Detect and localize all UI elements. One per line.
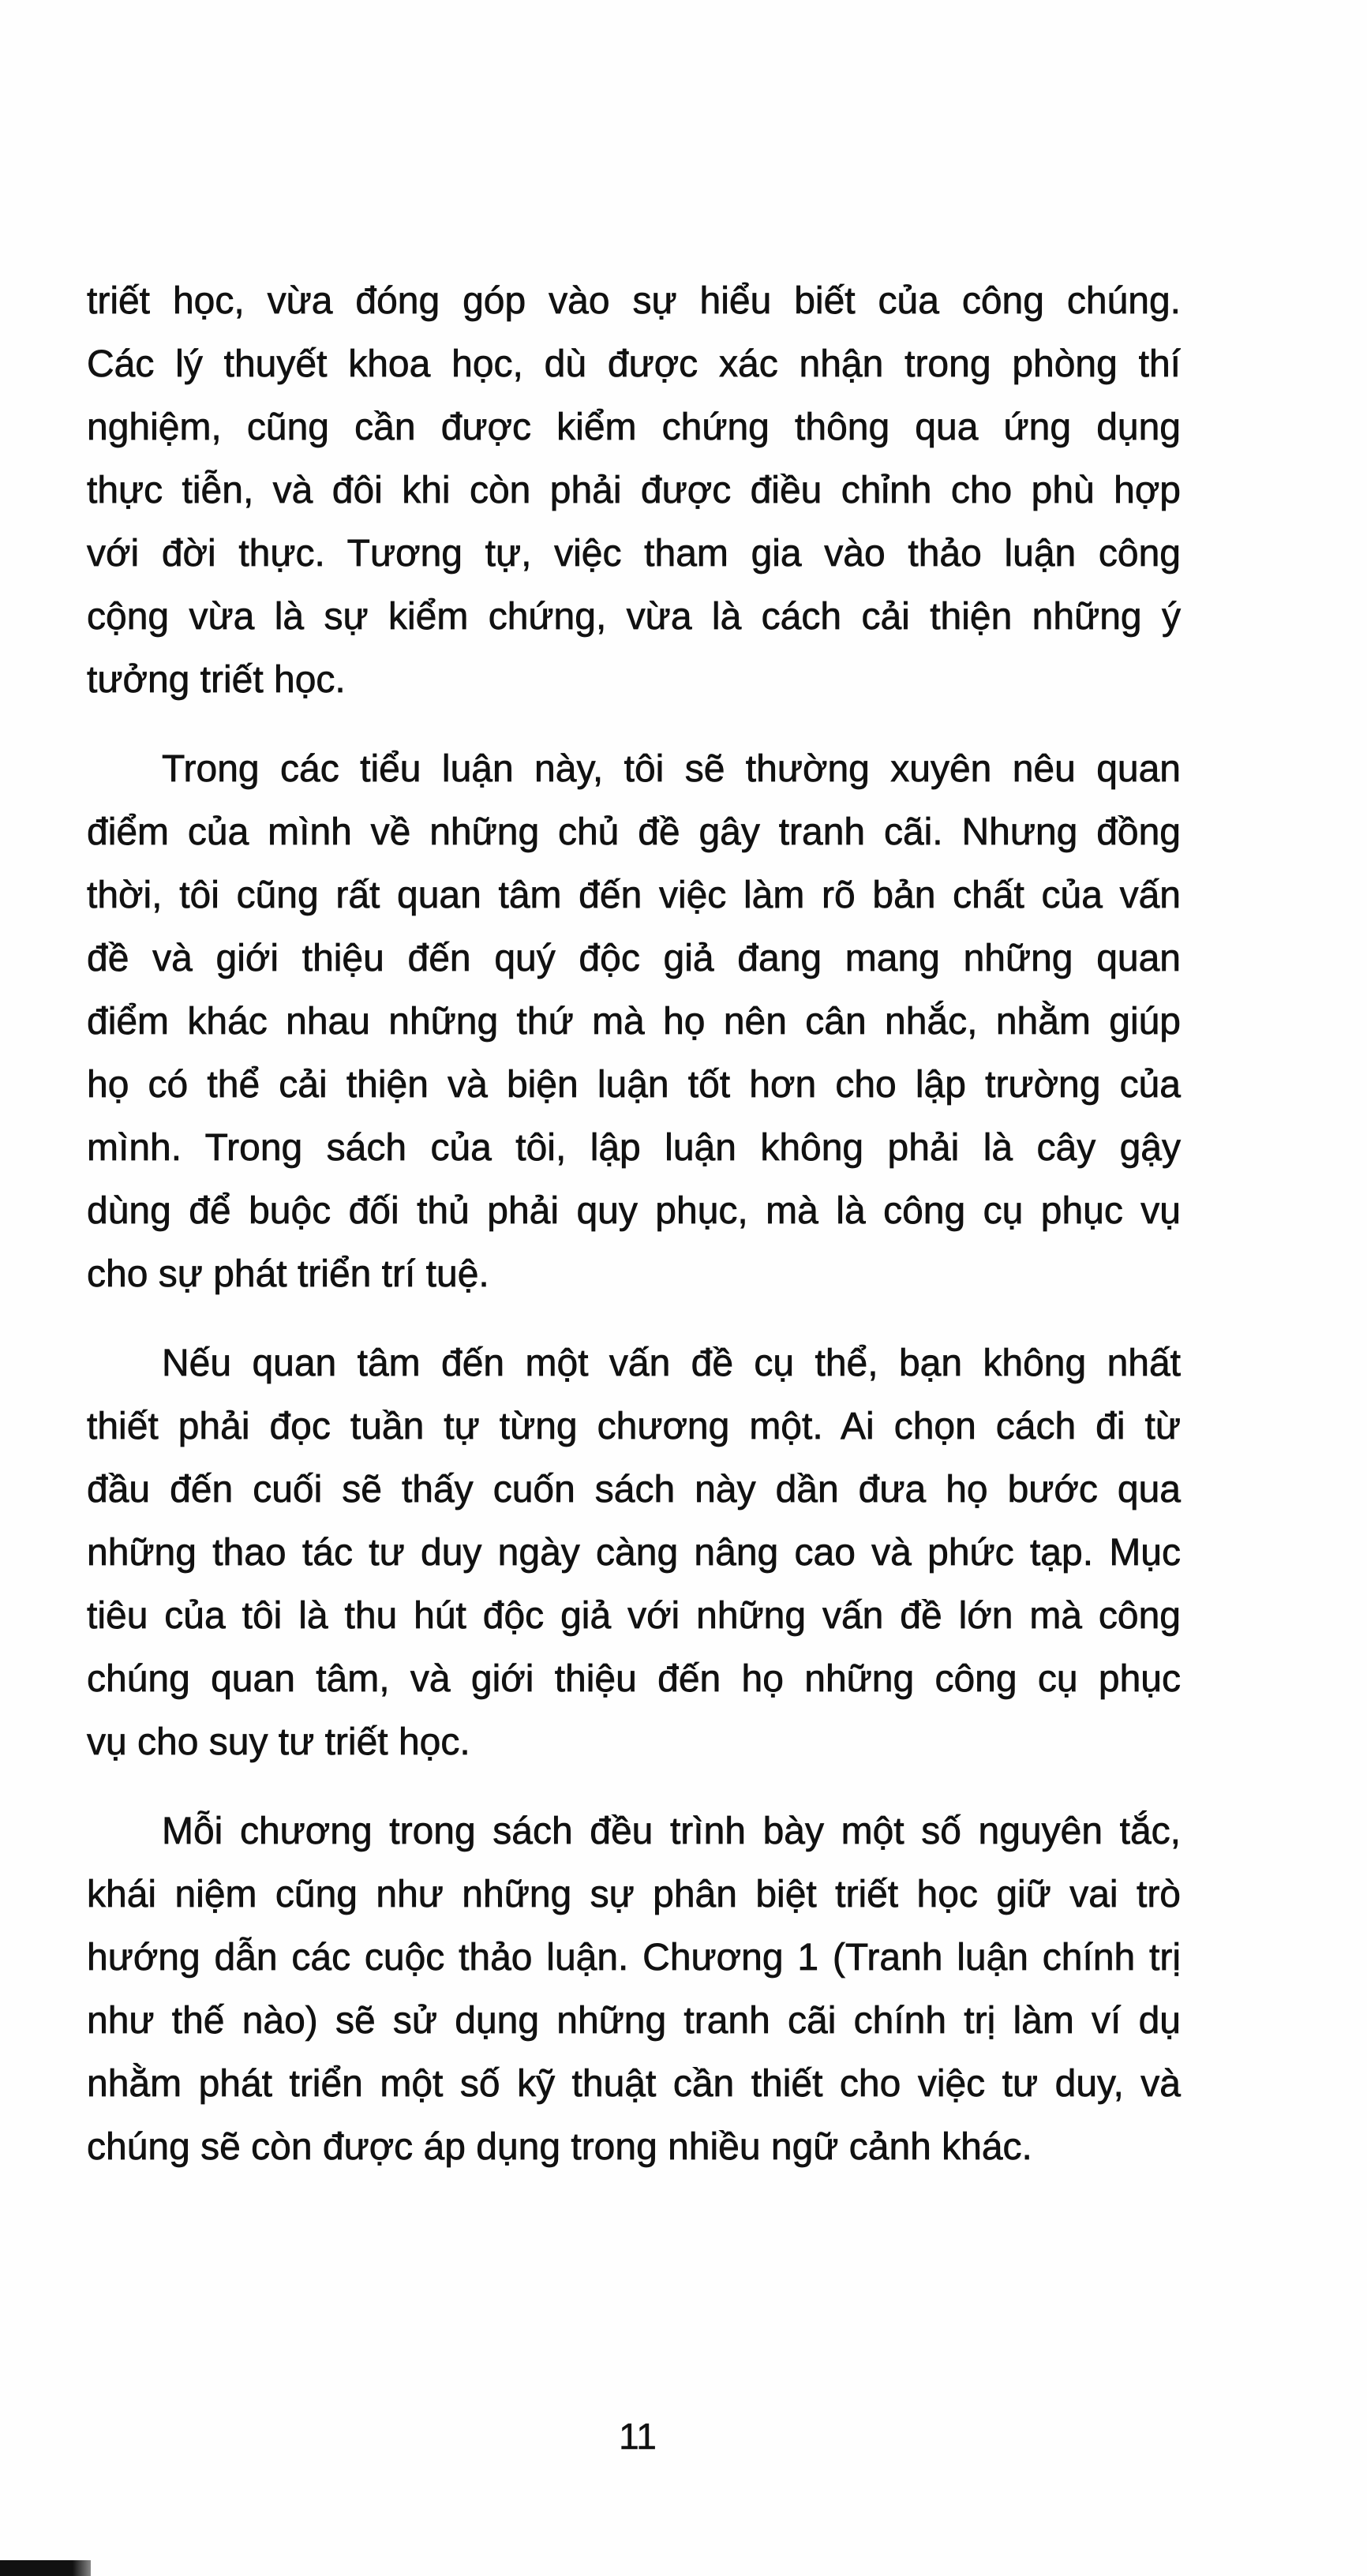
paragraph [87, 1332, 1181, 1774]
text-line: triết học, vừa đóng góp vào sự hiểu biết của công chúng. [87, 280, 1181, 322]
text-line: tưởng triết học. [87, 659, 346, 701]
text-line: như thế nào) sẽ sử dụng những tranh cãi chính trị làm ví dụ [87, 2000, 1181, 2042]
text-line: cộng vừa là sự kiểm chứng, vừa là cách cải thiện những ý [87, 596, 1181, 638]
text-line: điểm khác nhau những thứ mà họ nên cân nhắc, nhằm giúp [87, 1001, 1181, 1043]
paragraph [87, 270, 1181, 712]
text-line: khái niệm cũng như những sự phân biệt triết học giữ vai trò [87, 1874, 1181, 1915]
page-number: 11 [619, 2416, 657, 2457]
text-line: thời, tôi cũng rất quan tâm đến việc làm rõ bản chất của vấn [87, 874, 1181, 916]
paragraph [87, 1800, 1181, 2179]
text-line: Trong các tiểu luận này, tôi sẽ thường xuyên nêu quan [162, 748, 1181, 790]
text-line: hướng dẫn các cuộc thảo luận. Chương 1 (Tranh luận chính trị [87, 1937, 1181, 1979]
text-line: Các lý thuyết khoa học, dù được xác nhận trong phòng thí [87, 343, 1181, 385]
text-line: thực tiễn, và đôi khi còn phải được điều chỉnh cho phù hợp [87, 470, 1181, 511]
body-text [87, 270, 1181, 2205]
text-line: tiêu của tôi là thu hút độc giả với những vấn đề lớn mà công [87, 1595, 1181, 1637]
text-line: với đời thực. Tương tự, việc tham gia vào thảo luận công [87, 533, 1181, 575]
text-line: Mỗi chương trong sách đều trình bày một số nguyên tắc, [162, 1810, 1181, 1852]
scan-edge-mark [0, 2560, 91, 2576]
text-line: vụ cho suy tư triết học. [87, 1721, 470, 1763]
text-line: nghiệm, cũng cần được kiểm chứng thông qua ứng dụng [87, 406, 1181, 448]
text-line: đầu đến cuối sẽ thấy cuốn sách này dần đưa họ bước qua [87, 1469, 1181, 1511]
text-line: thiết phải đọc tuần tự từng chương một. Ai chọn cách đi từ [87, 1406, 1181, 1447]
text-line: cho sự phát triển trí tuệ. [87, 1253, 489, 1295]
text-line: điểm của mình về những chủ đề gây tranh cãi. Nhưng đồng [87, 811, 1181, 853]
text-line: chúng quan tâm, và giới thiệu đến họ những công cụ phục [87, 1658, 1181, 1700]
text-line: chúng sẽ còn được áp dụng trong nhiều ngữ cảnh khác. [87, 2126, 1032, 2168]
text-line: những thao tác tư duy ngày càng nâng cao và phức tạp. Mục [87, 1532, 1181, 1574]
text-line: dùng để buộc đối thủ phải quy phục, mà là công cụ phục vụ [87, 1190, 1181, 1232]
text-line: họ có thể cải thiện và biện luận tốt hơn cho lập trường của [87, 1064, 1181, 1106]
paragraph [87, 738, 1181, 1306]
text-line: Nếu quan tâm đến một vấn đề cụ thể, bạn không nhất [162, 1342, 1181, 1384]
text-line: nhằm phát triển một số kỹ thuật cần thiết cho việc tư duy, và [87, 2063, 1181, 2105]
text-line: mình. Trong sách của tôi, lập luận không phải là cây gậy [87, 1127, 1181, 1169]
text-line: đề và giới thiệu đến quý độc giả đang mang những quan [87, 938, 1181, 979]
